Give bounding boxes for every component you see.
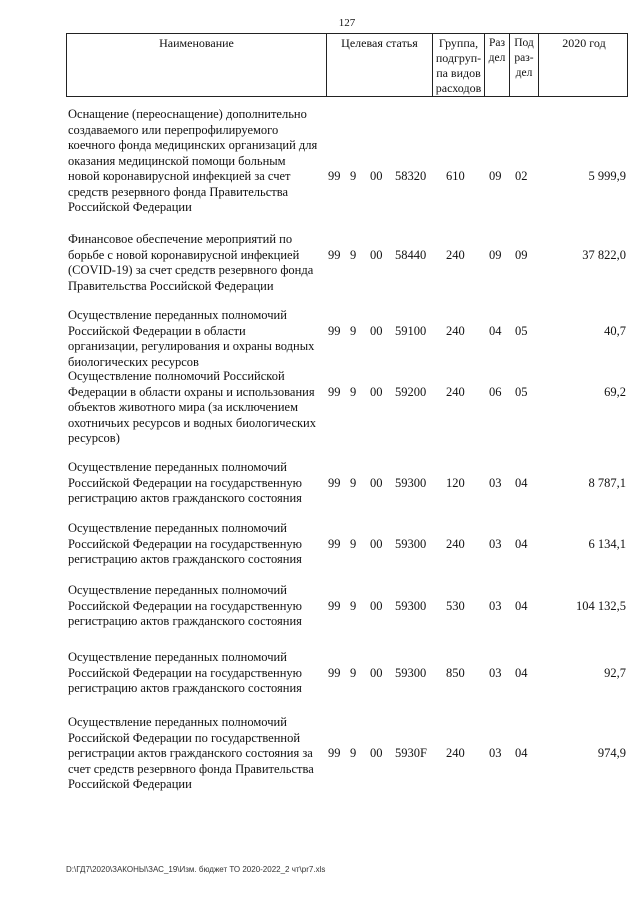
header-target-article: Целевая статья [327,34,433,96]
row-name-line: регистрацию актов гражданского состояния [68,681,302,695]
row-name-line: Российской Федерации по государственной [68,730,301,745]
target-code-subprogram: 9 [350,746,357,760]
expense-group: 240 [446,247,465,262]
row-name [68,460,326,507]
section-code: 09 [489,169,502,183]
section-code: 04 [489,323,502,338]
target-code-program: 99 [328,746,341,760]
section-code: 06 [489,384,502,399]
section-code: 03 [489,475,502,490]
expense-group: 240 [446,384,465,399]
header-subsection-line: раз- [514,52,534,64]
row-name-line: Оснащение (переоснащение) дополнительно [68,107,307,121]
amount-2020: 40,7 [604,323,626,338]
row-name [68,650,326,697]
amount-2020: 69,2 [604,384,626,399]
expense-group: 240 [446,323,465,338]
expense-group: 850 [446,665,465,680]
target-code-direction: 00 [370,384,383,399]
row-name-line: Осуществление переданных полномочий [68,521,287,535]
target-code-subprogram: 9 [350,169,357,183]
target-code-subprogram: 9 [350,247,357,262]
row-name [68,107,326,216]
target-code-direction: 00 [370,169,383,183]
subsection-code: 09 [515,247,528,262]
row-name-line: регистрацию актов гражданского состояния [68,614,302,628]
target-code-direction: 00 [370,746,383,760]
row-name-line: Российской Федерации [68,200,192,214]
row-name-line: оказания медицинской помощи больным [68,153,286,168]
target-code-subprogram: 9 [350,536,357,551]
row-name-line: Осуществление полномочий Российской [68,369,285,383]
subsection-code: 02 [515,169,528,183]
target-code-direction: 00 [370,665,383,680]
row-name-line: средств резервного фонда Правительства [68,184,289,199]
row-name [68,369,326,447]
section-code: 03 [489,536,502,551]
target-code-direction: 00 [370,247,383,262]
target-code-direction: 00 [370,536,383,551]
row-name-line: Российской Федерации на государственную [68,536,302,551]
row-name [68,521,326,568]
header-subsection-line: дел [515,67,533,79]
page-number: 127 [338,17,356,29]
target-code-subprogram: 9 [350,323,357,338]
row-name-line: Федерации в области охраны и использования [68,384,315,399]
header-group-line: подгруп- [435,51,482,65]
target-code-subprogram: 9 [350,475,357,490]
row-name-line: Российской Федерации [68,777,192,791]
header-section-line: Раз [488,37,506,49]
target-code-direction: 00 [370,323,383,338]
header-section [485,34,510,96]
subsection-code: 04 [515,536,528,551]
amount-2020: 104 132,5 [576,598,626,613]
row-name-line: Осуществление переданных полномочий [68,308,287,322]
target-code-expense: 58440 [395,247,427,262]
row-name-line: Осуществление переданных полномочий [68,715,287,729]
row-name-line: ресурсов) [68,431,120,445]
row-name-line: биологических ресурсов [68,354,199,369]
header-group [433,34,485,96]
file-path-footer: D:\ГД7\2020\ЗАКОНЫ\ЗАС_19\Изм. бюджет ТО 2020-2022_2 чт\pr7.xls [66,865,326,874]
target-code-program: 99 [328,475,341,490]
header-year: 2020 год [562,36,606,50]
section-code: 03 [489,598,502,613]
target-code-subprogram: 9 [350,384,357,399]
row-name-line: Осуществление переданных полномочий [68,583,287,597]
target-code-program: 99 [328,384,341,399]
amount-2020: 8 787,1 [588,475,626,490]
row-name-line: борьбе с новой коронавирусной инфекцией [68,247,300,262]
section-code: 03 [489,746,502,760]
expense-group: 240 [446,746,465,760]
expense-group: 530 [446,598,465,613]
target-code-subprogram: 9 [350,665,357,680]
amount-2020: 5 999,9 [588,169,626,183]
row-name-line: Российской Федерации на государственную [68,475,302,490]
row-name [68,583,326,630]
row-name-line: объектов животного мира (за исключением [68,400,298,414]
expense-group: 240 [446,536,465,551]
target-code-program: 99 [328,247,341,262]
target-code-direction: 00 [370,598,383,613]
amount-2020: 92,7 [604,665,626,680]
target-code-expense: 59300 [395,598,427,613]
row-name [68,715,326,793]
section-code: 03 [489,665,502,680]
row-name-line: (COVID-19) за счет средств резервного фонда [68,263,314,277]
subsection-code: 04 [515,665,528,680]
row-name-line: Финансовое обеспечение мероприятий по [68,232,293,246]
target-code-program: 99 [328,665,341,680]
header-section-line: дел [488,52,506,64]
row-name [68,308,326,370]
subsection-code: 05 [515,384,528,399]
target-code-expense: 58320 [395,169,427,183]
target-code-subprogram: 9 [350,598,357,613]
amount-2020: 6 134,1 [588,536,626,551]
subsection-code: 04 [515,746,528,760]
header-subsection-line: Под [514,37,534,49]
row-name-line: Российской Федерации на государственную [68,665,302,680]
row-name-line: Осуществление переданных полномочий [68,460,287,474]
target-code-expense: 5930F [395,746,427,760]
target-code-expense: 59200 [395,384,427,399]
amount-2020: 974,9 [597,746,626,760]
amount-2020: 37 822,0 [582,247,626,262]
row-name-line: счет средств резервного фонда Правительства [68,761,314,776]
header-subsection [510,34,539,96]
target-code-direction: 00 [370,475,383,490]
target-code-expense: 59300 [395,475,427,490]
subsection-code: 04 [515,598,528,613]
section-code: 09 [489,247,502,262]
row-name [68,232,326,294]
row-name-line: регистрацию актов гражданского состояния [68,491,302,505]
table-header [66,33,628,97]
row-name-line: регистрации актов гражданского состояния за [68,746,313,760]
row-name-line: Правительства Российской Федерации [68,278,274,293]
header-name: Наименование [67,34,327,96]
row-name-line: создаваемого или перепрофилируемого [68,122,279,137]
row-name-line: организации, регулирования и охраны водных [68,339,315,353]
header-group-line: расходов [435,81,482,95]
row-name-line: Российской Федерации в области [68,323,246,338]
target-code-program: 99 [328,598,341,613]
expense-group: 610 [446,169,465,183]
row-name-line: новой коронавирусной инфекцией за счет [68,169,291,183]
header-group-line: Группа, [438,36,479,50]
expense-group: 120 [446,475,465,490]
row-name-line: Осуществление переданных полномочий [68,650,287,664]
row-name-line: охотничьих ресурсов и водных биологических [68,415,316,430]
target-code-program: 99 [328,536,341,551]
target-code-expense: 59100 [395,323,427,338]
subsection-code: 04 [515,475,528,490]
row-name-line: коечного фонда медицинских организаций для [68,138,318,152]
target-code-program: 99 [328,323,341,338]
subsection-code: 05 [515,323,528,338]
row-name-line: Российской Федерации на государственную [68,598,302,613]
target-code-program: 99 [328,169,341,183]
target-code-expense: 59300 [395,665,427,680]
row-name-line: регистрацию актов гражданского состояния [68,552,302,566]
target-code-expense: 59300 [395,536,427,551]
header-group-line: па видов [436,66,481,80]
